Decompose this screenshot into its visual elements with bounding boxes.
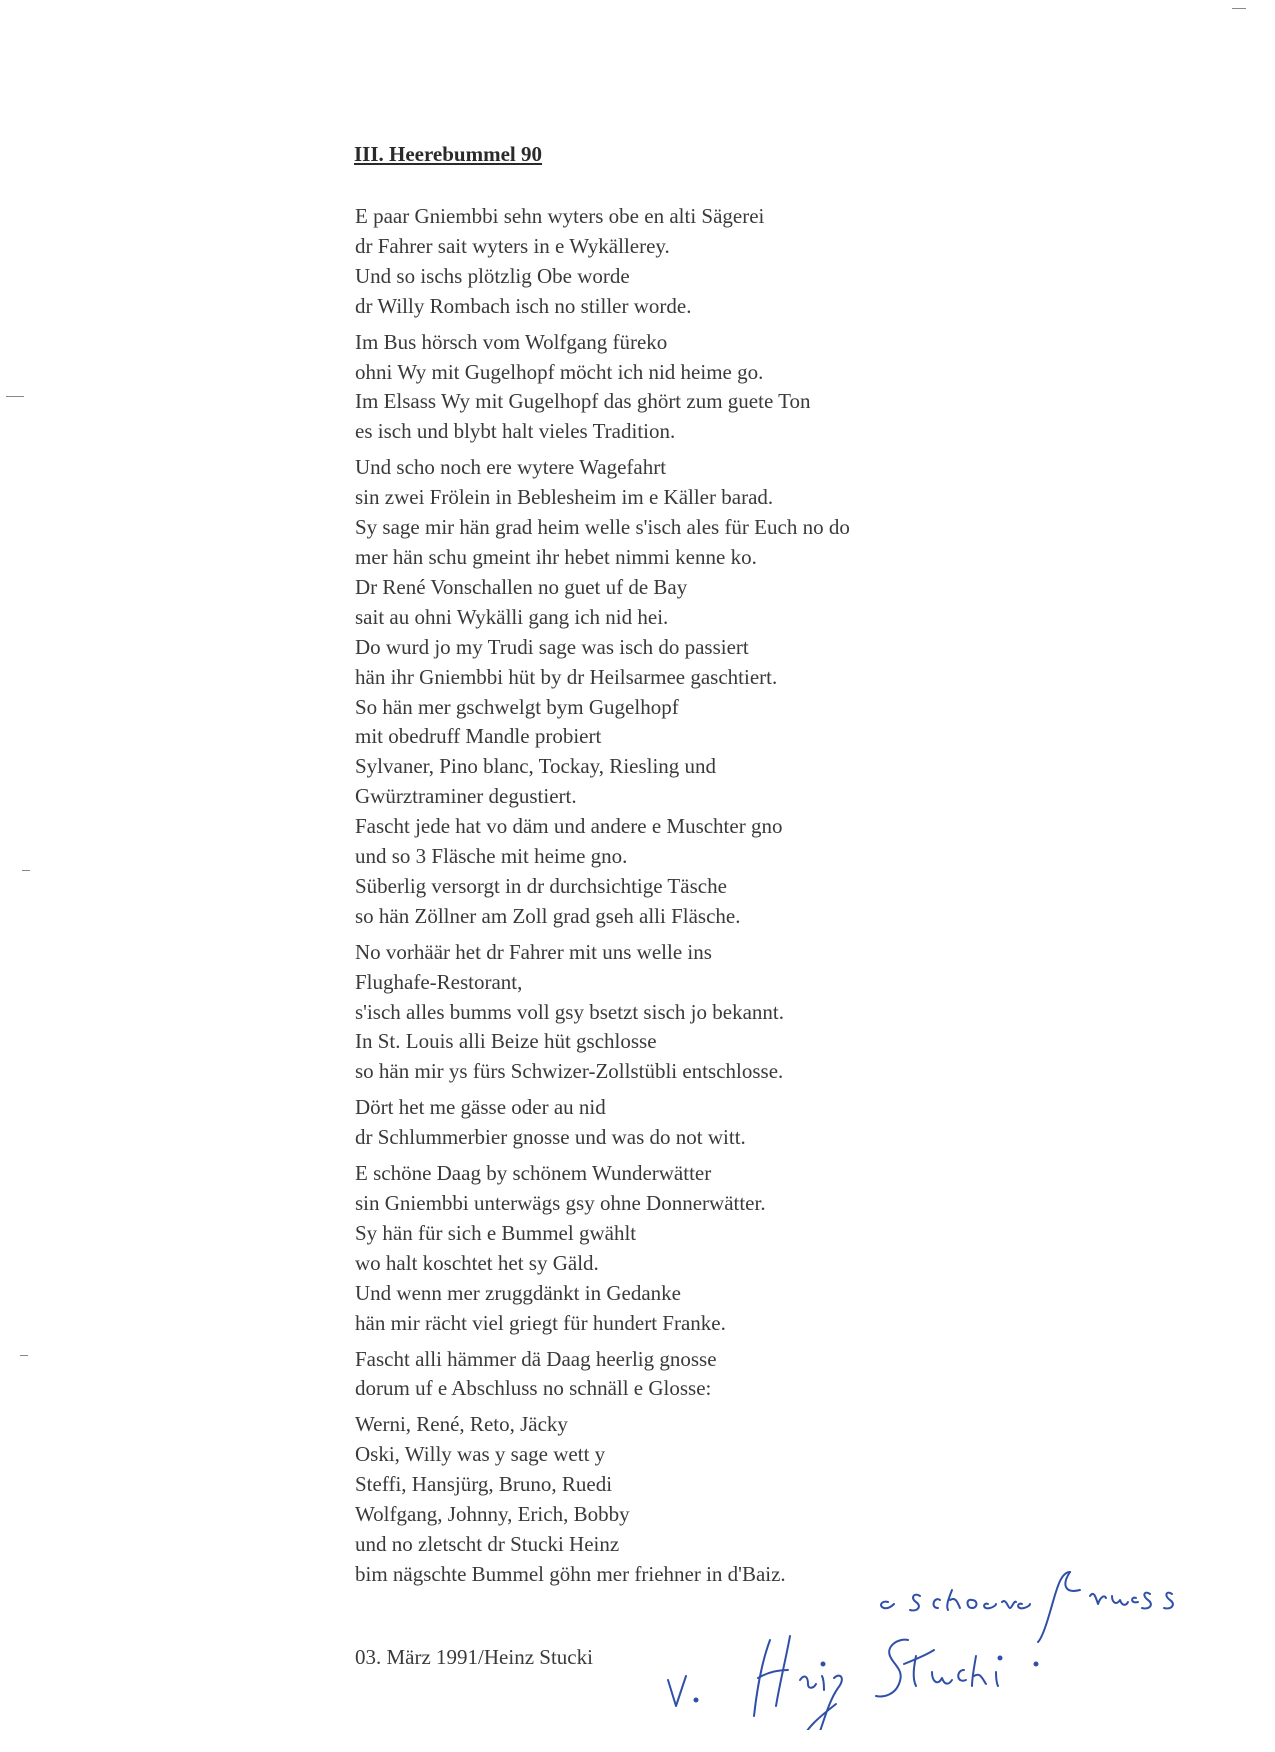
poem-line: wo halt koschtet het sy Gäld. [355, 1250, 599, 1275]
date-author-line: 03. März 1991/Heinz Stucki [355, 1645, 593, 1669]
poem-line: So hän mer gschwelgt bym Gugelhopf [355, 694, 679, 719]
poem-body [355, 202, 1235, 1596]
poem-line: ohni Wy mit Gugelhopf möcht ich nid heime go. [355, 359, 764, 384]
poem-stanza [355, 1093, 1235, 1153]
poem-line: mer hän schu gmeint ihr hebet nimmi kenne ko. [355, 544, 757, 569]
poem-line: dr Schlummerbier gnosse und was do not witt. [355, 1125, 746, 1150]
poem-line: Werni, René, Reto, Jäcky [355, 1412, 568, 1437]
poem-line: E paar Gniembbi sehn wyters obe en alti Sägerei [355, 204, 765, 228]
hole-punch-mark [22, 870, 30, 871]
poem-stanza [355, 938, 1235, 1088]
poem-line: Im Bus hörsch vom Wolfgang füreko [355, 329, 668, 354]
poem-line: Fascht alli hämmer dä Daag heerlig gnosse [355, 1346, 717, 1371]
poem-line: No vorhäär het dr Fahrer mit uns welle ins [355, 939, 712, 964]
poem-line: dr Willy Rombach isch no stiller worde. [355, 293, 692, 318]
poem-line: sait au ohni Wykälli gang ich nid hei. [355, 604, 669, 629]
handwritten-signature [650, 1560, 1210, 1730]
document-title: III. Heerebummel 90 [354, 142, 543, 166]
poem-line: s'isch alles bumms voll gsy bsetzt sisch jo bekannt. [355, 999, 784, 1024]
poem-line: Oski, Willy was y sage wett y [355, 1442, 606, 1467]
poem-line: sin zwei Frölein in Beblesheim im e Käller barad. [355, 485, 774, 510]
poem-stanza [355, 202, 1235, 322]
poem-line: Und so ischs plötzlig Obe worde [355, 263, 630, 288]
poem-line: und no zletscht dr Stucki Heinz [355, 1531, 620, 1556]
poem-line: Und wenn mer zruggdänkt in Gedanke [355, 1280, 681, 1305]
poem-line: Dr René Vonschallen no guet uf de Bay [355, 574, 688, 599]
poem-line: sin Gniembbi unterwägs gsy ohne Donnerwätter. [355, 1191, 766, 1215]
poem-stanza [355, 328, 1235, 448]
hole-punch-mark [20, 1355, 28, 1356]
poem-line: Sylvaner, Pino blanc, Tockay, Riesling und [355, 754, 717, 779]
poem-line: bim nägschte Bummel göhn mer friehner in d'Baiz. [355, 1561, 786, 1586]
poem-line: so hän Zöllner am Zoll grad gseh alli Fläsche. [355, 903, 741, 928]
poem-line: Dört het me gässe oder au nid [355, 1095, 606, 1120]
poem-line: In St. Louis alli Beize hüt gschlosse [355, 1029, 657, 1054]
poem-stanza [355, 1345, 1235, 1405]
poem-line: und so 3 Fläsche mit heime gno. [355, 844, 628, 869]
poem-line: Süberlig versorgt in dr durchsichtige Täsche [355, 873, 727, 898]
poem-line: Sy hän für sich e Bummel gwählt [355, 1220, 637, 1245]
poem-line: es isch und blybt halt vieles Tradition. [355, 419, 676, 444]
poem-line: Flughafe-Restorant, [355, 969, 523, 994]
poem-stanza [355, 1159, 1235, 1338]
poem-line: dr Fahrer sait wyters in e Wykällerey. [355, 233, 670, 258]
poem-line: Sy sage mir hän grad heim welle s'isch ales für Euch no do [355, 515, 850, 540]
poem-line: Gwürztraminer degustiert. [355, 784, 577, 809]
hole-punch-mark [6, 396, 24, 397]
poem-line: hän mir rächt viel griegt für hundert Franke. [355, 1310, 726, 1335]
poem-line: Im Elsass Wy mit Gugelhopf das ghört zum guete Ton [355, 389, 811, 414]
scan-edge-mark [1232, 8, 1246, 9]
poem-line: Steffi, Hansjürg, Bruno, Ruedi [355, 1472, 613, 1497]
poem-line: mit obedruff Mandle probiert [355, 724, 602, 749]
poem-line: Do wurd jo my Trudi sage was isch do passiert [355, 634, 749, 659]
poem-stanza [355, 453, 1235, 932]
poem-line: dorum uf e Abschluss no schnäll e Glosse: [355, 1376, 712, 1401]
poem-line: Fascht jede hat vo däm und andere e Muschter gno [355, 814, 783, 839]
poem-line: so hän mir ys fürs Schwizer-Zollstübli entschlosse. [355, 1059, 784, 1084]
poem-line: E schöne Daag by schönem Wunderwätter [355, 1161, 712, 1186]
poem-line: hän ihr Gniembbi hüt by dr Heilsarmee gaschtiert. [355, 664, 778, 689]
poem-line: Wolfgang, Johnny, Erich, Bobby [355, 1502, 630, 1527]
poem-line: Und scho noch ere wytere Wagefahrt [355, 455, 667, 480]
